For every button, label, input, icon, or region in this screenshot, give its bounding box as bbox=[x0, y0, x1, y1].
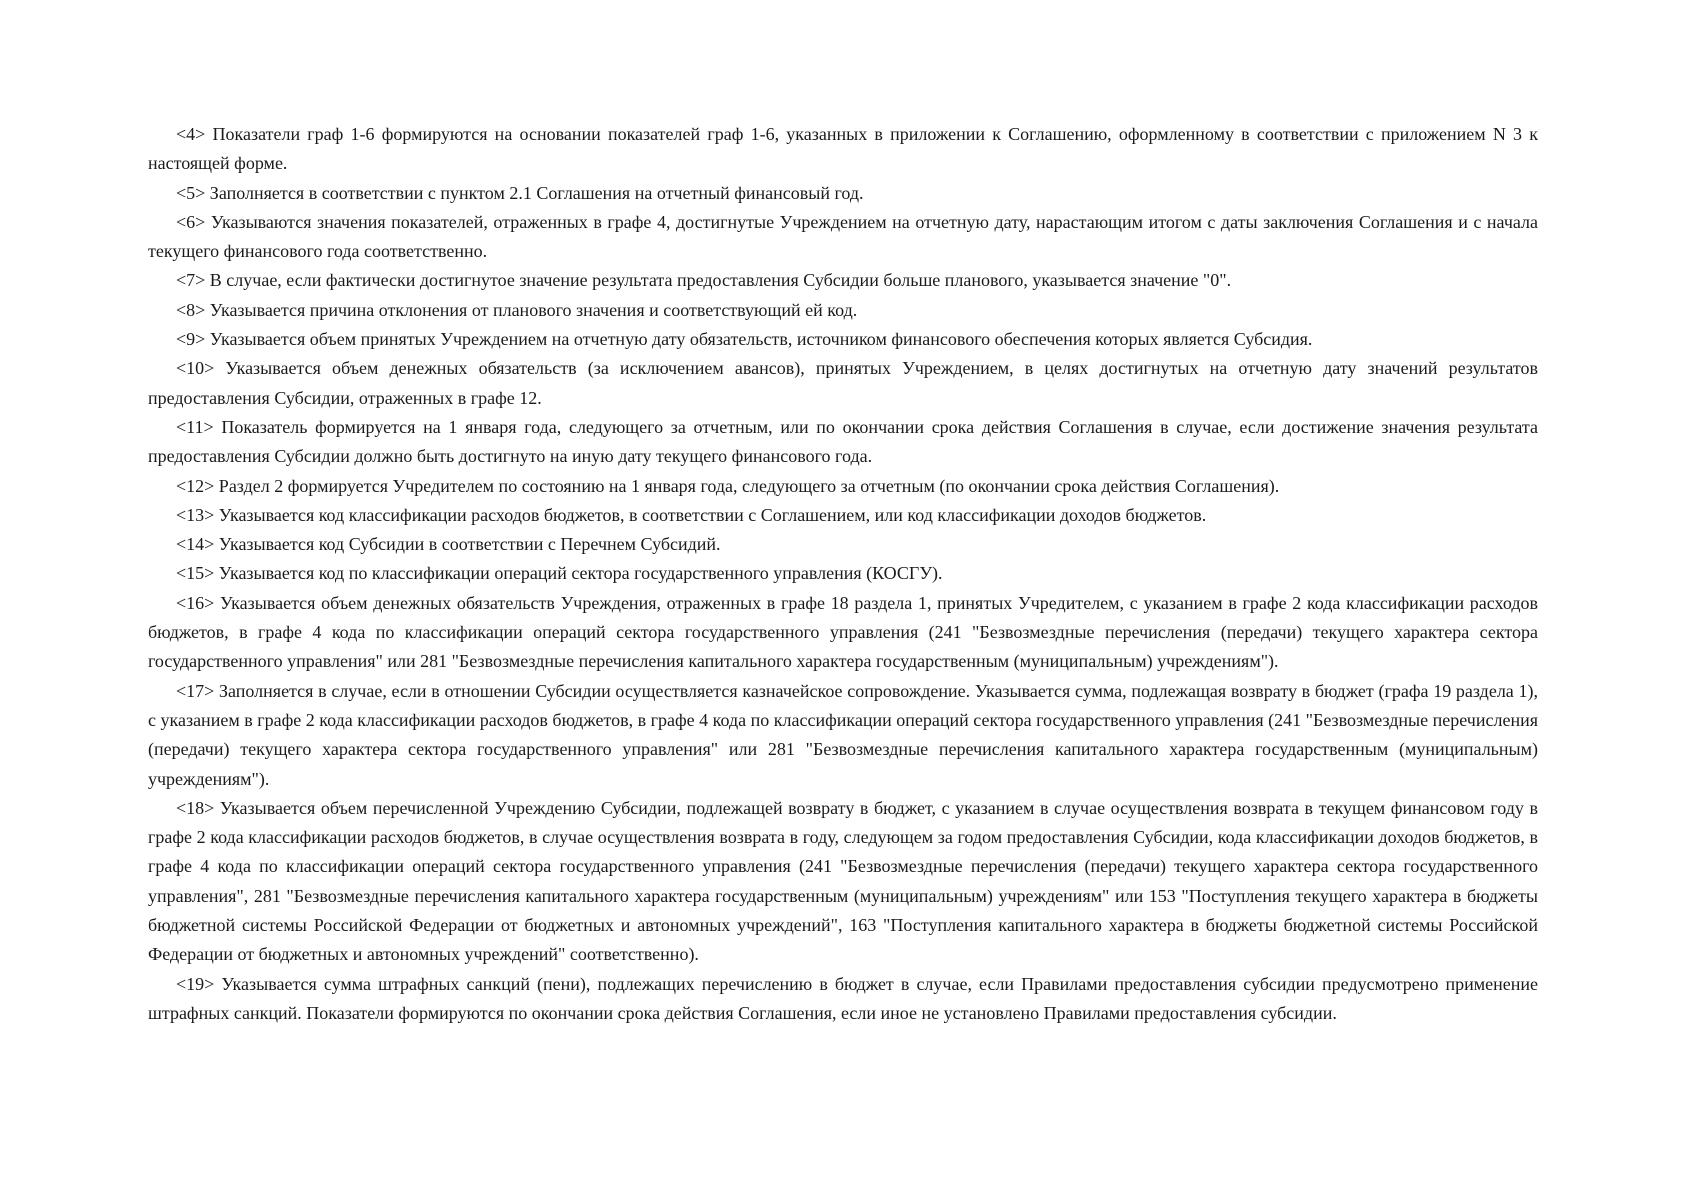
footnote-18: <18> Указывается объем перечисленной Учреждению Субсидии, подлежащей возврату в бюджет, с указанием в случае осуществления возврата в текущем финансовом году в графе 2 кода классификации расходов бюджетов, в случае осуществления возврата в году, следующем за годом предоставления Субсидии, кода классификации доходов бюджетов, в графе 4 кода по классификации операций сектора государственного управления (241 "Безвозмездные перечисления (передачи) текущего характера сектора государственного управления", 281 "Безвозмездные перечисления капитального характера государственным (муниципальным) учреждениям" или 153 "Поступления текущего характера в бюджеты бюджетной системы Российской Федерации от бюджетных и автономных учреждений", 163 "Поступления капитального характера в бюджеты бюджетной системы Российской Федерации от бюджетных и автономных учреждений" соответственно). bbox=[148, 797, 1538, 965]
footnote-12: <12> Раздел 2 формируется Учредителем по состоянию на 1 января года, следующего за отчетным (по окончании срока действия Соглашения). bbox=[176, 475, 1280, 496]
footnote-9: <9> Указывается объем принятых Учреждением на отчетную дату обязательств, источником финансового обеспечения которых является Субсидия. bbox=[176, 329, 1313, 350]
footnote-11: <11> Показатель формируется на 1 января года, следующего за отчетным, или по окончании срока действия Соглашения в случае, если достижение значения результата предоставления Субсидии должно быть достигнуто на иную дату текущего финансового года. bbox=[148, 416, 1538, 467]
footnote-16: <16> Указывается объем денежных обязательств Учреждения, отраженных в графе 18 раздела 1, принятых Учредителем, с указанием в графе 2 кода классификации расходов бюджетов, в графе 4 кода по классификации операций сектора государственного управления (241 "Безвозмездные перечисления (передачи) текущего характера сектора государственного управления" или 281 "Безвозмездные перечисления капитального характера государственным (муниципальным) учреждениям"). bbox=[148, 592, 1538, 672]
footnote-4: <4> Показатели граф 1-6 формируются на основании показателей граф 1-6, указанных в приложении к Соглашению, оформленному в соответствии с приложением N 3 к настоящей форме. bbox=[148, 124, 1538, 174]
footnote-15: <15> Указывается код по классификации операций сектора государственного управления (КОСГУ). bbox=[176, 563, 943, 584]
footnote-6: <6> Указываются значения показателей, отраженных в графе 4, достигнутые Учреждением на отчетную дату, нарастающим итогом с даты заключения Соглашения и с начала текущего финансового года соответственно. bbox=[148, 211, 1538, 262]
footnote-10: <10> Указывается объем денежных обязательств (за исключением авансов), принятых Учреждением, в целях достигнутых на отчетную дату значений результатов предоставления Субсидии, отраженных в графе 12. bbox=[148, 358, 1538, 408]
footnote-14: <14> Указывается код Субсидии в соответствии с Перечнем Субсидий. bbox=[176, 534, 721, 555]
footnote-7: <7> В случае, если фактически достигнутое значение результата предоставления Субсидии больше планового, указывается значение "0". bbox=[176, 270, 1232, 291]
footnotes-page bbox=[148, 120, 1538, 1028]
footnote-8: <8> Указывается причина отклонения от планового значения и соответствующий ей код. bbox=[176, 299, 858, 320]
footnote-19: <19> Указывается сумма штрафных санкций (пени), подлежащих перечислению в бюджет в случае, если Правилами предоставления субсидии предусмотрено применение штрафных санкций. Показатели формируются по окончании срока действия Соглашения, если иное не установлено Правилами предоставления субсидии. bbox=[148, 973, 1538, 1023]
footnote-13: <13> Указывается код классификации расходов бюджетов, в соответствии с Соглашением, или код классификации доходов бюджетов. bbox=[176, 504, 1207, 525]
footnote-17: <17> Заполняется в случае, если в отношении Субсидии осуществляется казначейское сопровождение. Указывается сумма, подлежащая возврату в бюджет (графа 19 раздела 1), с указанием в графе 2 кода классификации расходов бюджетов, в графе 4 кода по классификации операций сектора государственного управления (241 "Безвозмездные перечисления (передачи) текущего характера сектора государственного управления" или 281 "Безвозмездные перечисления капитального характера государственным (муниципальным) учреждениям"). bbox=[148, 680, 1538, 789]
footnote-5: <5> Заполняется в соответствии с пунктом 2.1 Соглашения на отчетный финансовый год. bbox=[176, 182, 864, 203]
